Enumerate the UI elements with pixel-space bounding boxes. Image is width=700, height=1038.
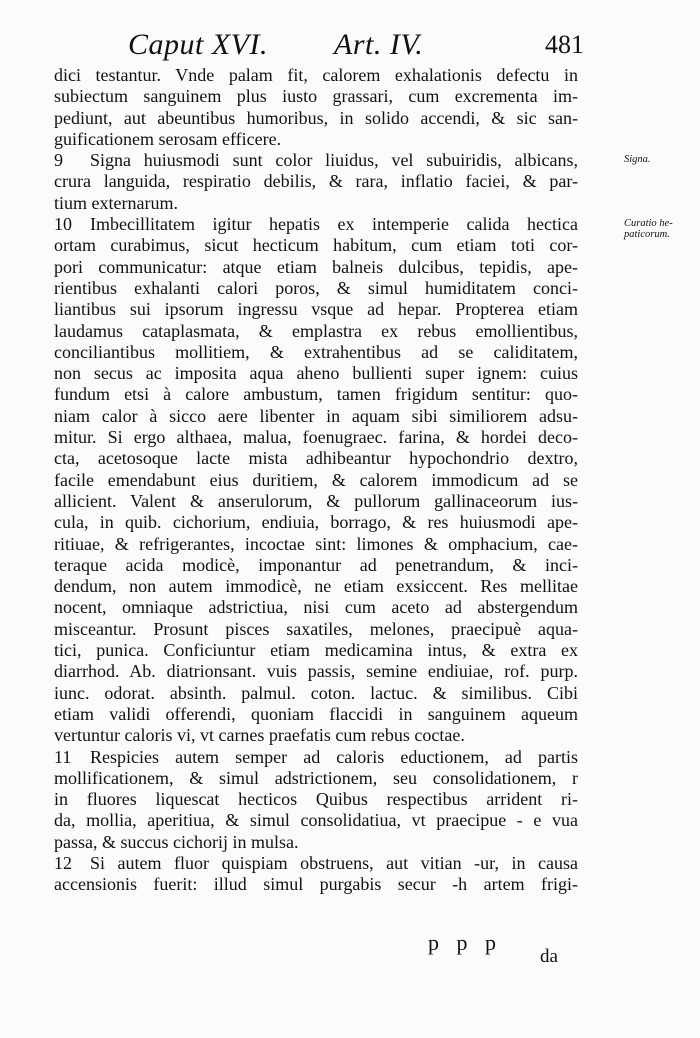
running-header	[128, 28, 584, 70]
text-line	[54, 683, 578, 704]
line-text: vertuntur caloris vi, vt carnes praefatis cum rebus coctae.	[54, 725, 465, 746]
text-line	[54, 321, 578, 342]
line-text: pori communicatur: atque etiam balneis dulcibus, tepidis, ape-	[54, 256, 578, 277]
paragraph-number: 12	[54, 852, 72, 873]
line-text: passa, & succus cichorij in mulsa.	[54, 831, 299, 852]
line-text: guificationem serosam efficere.	[54, 128, 282, 149]
text-line	[54, 214, 578, 235]
paragraph-number: 11	[54, 746, 72, 767]
text-line	[54, 491, 578, 512]
text-line	[54, 384, 578, 405]
line-text: Si autem fluor quispiam obstruens, aut vitian -ur, in causa	[90, 852, 578, 873]
page-number: 481	[545, 30, 584, 59]
text-line	[54, 299, 578, 320]
line-text: ortam curabimus, sicut hecticum habitum, cum etiam toti cor-	[54, 235, 578, 256]
text-line	[54, 747, 578, 768]
line-text: misceantur. Prosunt pisces saxatiles, melones, praecipuè aqua-	[54, 618, 578, 639]
line-text: dici testantur. Vnde palam fit, calorem exhalationis defectu in	[54, 65, 578, 85]
paragraph-number: 10	[54, 214, 72, 235]
text-line	[54, 832, 578, 853]
text-line	[54, 448, 578, 469]
text-line	[54, 257, 578, 278]
line-text: mitur. Si ergo althaea, malua, foenugraec. farina, & hordei deco-	[54, 427, 578, 448]
text-line	[54, 427, 578, 448]
line-text: tium externarum.	[54, 192, 178, 213]
line-text: cta, acetosoque lacte mista adhibeantur hypochondrio dextro,	[54, 448, 578, 469]
line-text: non secus ac imposita aqua aheno bullienti super ignem: cuius	[54, 363, 578, 384]
text-line	[54, 661, 578, 682]
margin-note	[624, 154, 696, 165]
text-line	[54, 704, 578, 725]
text-line	[54, 108, 578, 129]
text-line	[54, 171, 578, 192]
text-line	[54, 789, 578, 810]
line-text: subiectum sanguinem plus iusto grassari, cum excrementa im-	[54, 86, 578, 107]
text-line	[54, 129, 578, 150]
text-line	[54, 555, 578, 576]
text-line	[54, 278, 578, 299]
margin-note	[624, 218, 696, 240]
text-line	[54, 810, 578, 831]
line-text: Imbecillitatem igitur hepatis ex intemperie calida hectica	[90, 214, 578, 235]
line-text: allicient. Valent & anserulorum, & pullorum gallinaceorum ius-	[54, 490, 578, 511]
line-text: cula, in quib. cichorium, endiuia, borrago, & res huiusmodi ape-	[54, 512, 578, 533]
body-text	[54, 65, 578, 896]
text-line	[54, 619, 578, 640]
line-text: da, mollia, aperitiua, & simul consolidatiua, vt praecipue - e vua	[54, 810, 578, 831]
text-line	[54, 86, 578, 107]
line-text: iunc. odorat. absinth. palmul. coton. lactuc. & similibus. Cibi	[54, 682, 578, 703]
line-text: mollificationem, & simul adstrictionem, seu consolidationem, r	[54, 767, 578, 788]
text-line	[54, 363, 578, 384]
text-line	[54, 193, 578, 214]
text-line	[54, 534, 578, 555]
margin-note-line: Signa.	[624, 154, 651, 166]
line-text: fundum etsi à calore ambustum, tamen frigidum sentitur: quo-	[54, 384, 578, 405]
text-line	[54, 725, 578, 746]
catchword-left: p p p	[428, 930, 502, 955]
line-text: Respicies autem semper ad caloris eductionem, ad partis	[90, 746, 578, 767]
line-text: crura languida, respiratio debilis, & rara, inflatio faciei, & par-	[54, 171, 578, 192]
text-line	[54, 150, 578, 171]
text-line	[54, 342, 578, 363]
line-text: dendum, non autem immodicè, ne etiam exsiccent. Res mellitae	[54, 576, 578, 597]
text-line	[54, 576, 578, 597]
catchword-right: da	[540, 946, 558, 967]
line-text: liantibus sui ipsorum ingressu vsque ad hepar. Propterea etiam	[54, 299, 578, 320]
text-line	[54, 597, 578, 618]
chapter-heading: Caput XVI.	[128, 28, 268, 61]
margin-note-line: paticorum.	[624, 229, 670, 241]
line-text: in fluores liquescat hecticos Quibus respectibus arrident ri-	[54, 789, 578, 810]
line-text: nocent, omniaque adstrictiua, nisi cum aceto ad abstergendum	[54, 597, 578, 618]
line-text: facile emendabunt eius duritiem, & calorem immodicum ad se	[54, 469, 578, 490]
paragraph-number: 9	[54, 150, 63, 171]
line-text: etiam validi offerendi, quoniam flaccidi in sanguinem aqueum	[54, 703, 578, 724]
text-line	[54, 470, 578, 491]
text-line	[54, 406, 578, 427]
text-line	[54, 65, 578, 86]
line-text: ritiuae, & refrigerantes, incoctae sint: limones & omphacium, cae-	[54, 533, 578, 554]
text-line	[54, 512, 578, 533]
text-line	[54, 640, 578, 661]
line-text: niam calor à sicco aere libenter in aquam sibi similiorem adsu-	[54, 405, 578, 426]
line-text: accensionis fuerit: illud simul purgabis secur -h artem frigi-	[54, 874, 578, 895]
line-text: tici, punica. Conficiuntur etiam medicamina intus, & extra ex	[54, 640, 578, 661]
line-text: teraque acida modicè, imponantur ad penetrandum, & inci-	[54, 554, 578, 575]
line-text: diarrhod. Ab. diatrionsant. vuis passis, semine endiuiae, rof. purp.	[54, 661, 578, 682]
article-heading: Art. IV.	[334, 28, 424, 61]
margin-note-line: Curatio he-	[624, 218, 673, 230]
text-line	[54, 235, 578, 256]
text-line	[54, 768, 578, 789]
line-text: conciliantibus mollitiem, & extrahentibus ad se caliditatem,	[54, 341, 578, 362]
line-text: Signa huiusmodi sunt color liuidus, vel subuiridis, albicans,	[90, 150, 578, 171]
line-text: laudamus cataplasmata, & emplastra ex rebus emollientibus,	[54, 320, 578, 341]
line-text: rientibus exhalanti calori poros, & simul humiditatem conci-	[54, 277, 578, 298]
line-text: pediunt, aut abeuntibus humoribus, in solido accendi, & sic san-	[54, 107, 578, 128]
text-line	[54, 853, 578, 874]
text-line	[54, 874, 578, 895]
